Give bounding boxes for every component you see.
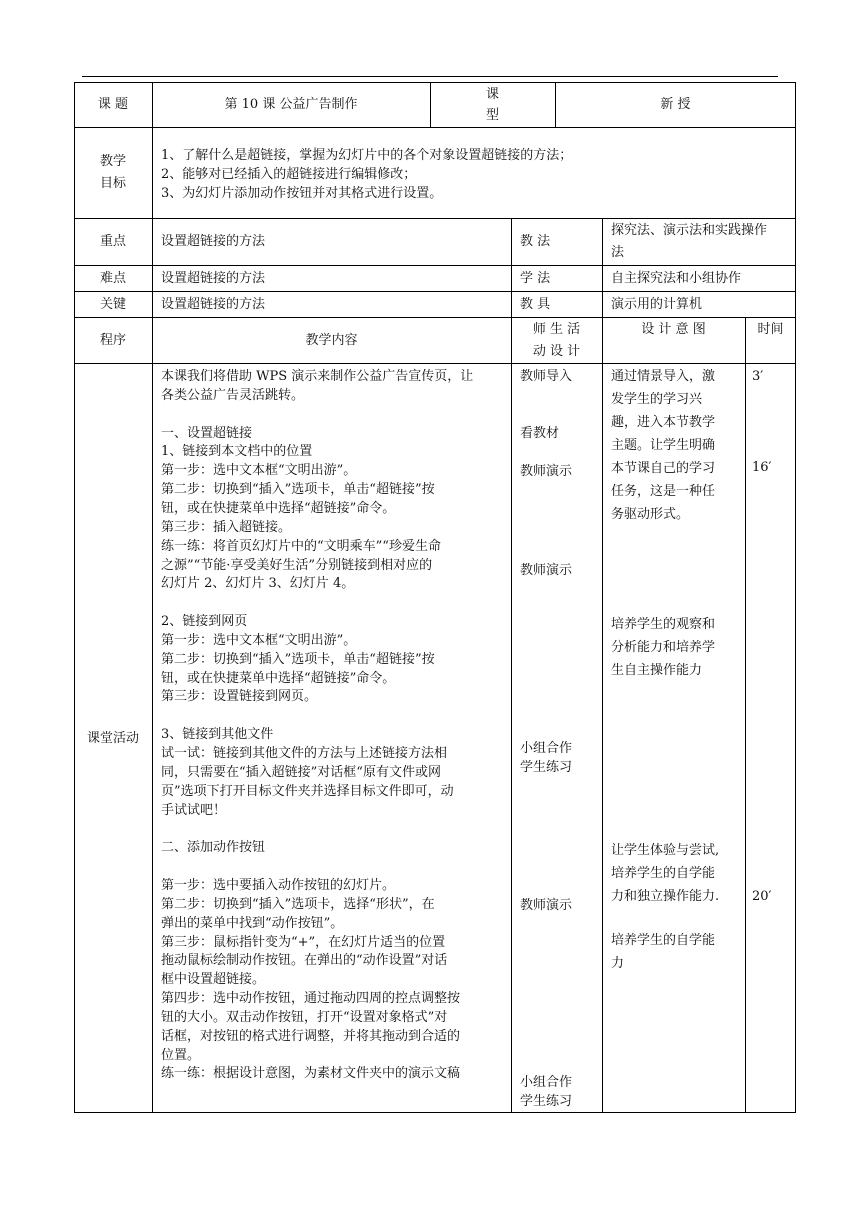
info-value: 演示用的计算机 <box>611 297 703 312</box>
intent-line: 分析能力和培养学 <box>611 640 716 655</box>
time-value: 20′ <box>752 889 772 904</box>
content-line: 第一步：选中要插入动作按钮的幻灯片。 <box>161 877 396 893</box>
content-line: 二、添加动作按钮 <box>161 840 266 856</box>
col-divider <box>152 82 153 1113</box>
activity-item: 学生练习 <box>520 1094 573 1109</box>
row-divider <box>74 265 796 266</box>
content-line: 幻灯片 2、幻灯片 3、幻灯片 4。 <box>161 576 355 592</box>
info-content: 设置超链接的方法 <box>161 271 266 286</box>
activity-item: 教师演示 <box>520 563 573 578</box>
header-rule <box>82 76 778 77</box>
intent-line: 务驱动形式。 <box>611 507 690 522</box>
intent-line: 任务，这是一种任 <box>611 484 716 499</box>
content-line: 第三步：设置链接到网页。 <box>161 689 318 705</box>
activity-item: 教师演示 <box>520 464 573 479</box>
type-value: 新 授 <box>660 97 691 112</box>
content-line: 拖动鼠标绘制动作按钮。在弹出的“动作设置”对话 <box>161 953 448 969</box>
objective-line: 3、为幻灯片添加动作按钮并对其格式进行设置。 <box>161 186 443 201</box>
info-content: 设置超链接的方法 <box>161 297 266 312</box>
content-line: 同，只需要在“插入超链接”对话框“原有文件或网 <box>161 764 441 780</box>
activity-item: 小组合作 <box>520 741 573 756</box>
subject-value: 第 10 课 公益广告制作 <box>224 97 358 112</box>
intent-line: 力和独立操作能力. <box>611 889 720 904</box>
col-divider <box>602 218 603 1113</box>
classroom-label: 课堂活动 <box>86 731 139 746</box>
activity-item: 看教材 <box>520 426 560 441</box>
col-header-content: 教学内容 <box>305 333 358 348</box>
content-line: 框中设置超链接。 <box>161 972 266 988</box>
objective-line: 2、能够对已经插入的超链接进行编辑修改； <box>161 167 417 182</box>
content-line: 2、链接到网页 <box>161 614 248 630</box>
info-key: 教 法 <box>520 234 551 249</box>
content-line: 各类公益广告灵活跳转。 <box>161 387 305 403</box>
content-line: 本课我们将借助 WPS 演示来制作公益广告宣传页，让 <box>161 369 474 384</box>
info-value: 法 <box>611 245 625 260</box>
content-line: 第三步：鼠标指针变为“+”，在幻灯片适当的位置 <box>161 934 446 950</box>
content-line: 话框，对按钮的格式进行调整，并将其拖动到合适的 <box>161 1028 461 1044</box>
intent-line: 本节课自己的学习 <box>611 461 716 476</box>
content-line: 试一试：链接到其他文件的方法与上述链接方法相 <box>161 746 448 761</box>
col-divider <box>745 317 746 1113</box>
content-line: 页”选项下打开目标文件夹并选择目标文件即可，动 <box>161 783 454 799</box>
info-label: 重点 <box>99 234 126 249</box>
activity-item: 小组合作 <box>520 1075 573 1090</box>
row-divider <box>74 218 796 219</box>
col-header-activity-line2: 动 设 计 <box>532 344 581 359</box>
info-label: 难点 <box>99 271 126 286</box>
row-divider <box>74 291 796 292</box>
time-value: 3′ <box>752 369 764 384</box>
intent-line: 培养学生的自学能 <box>611 933 716 948</box>
intent-line: 让学生体验与尝试, <box>611 843 720 858</box>
intent-line: 培养学生的观察和 <box>611 617 716 632</box>
content-line: 之源”“节能·享受美好生活”分别链接到相对应的 <box>161 557 433 573</box>
activity-item: 教师导入 <box>520 369 573 384</box>
intent-line: 力 <box>611 956 625 971</box>
subject-label: 课 题 <box>97 97 129 112</box>
content-line: 第二步：切换到“插入”选项卡，单击“超链接”按 <box>161 651 435 667</box>
intent-line: 生自主操作能力 <box>611 663 703 678</box>
content-line: 第一步：选中文本框“文明出游”。 <box>161 463 357 479</box>
intent-line: 培养学生的自学能 <box>611 866 716 881</box>
col-header-intent: 设 计 意 图 <box>641 322 706 337</box>
intent-line: 趣，进入本节教学 <box>611 415 716 430</box>
time-value: 16′ <box>752 460 772 475</box>
info-content: 设置超链接的方法 <box>161 234 266 249</box>
objectives-label-line1: 教学 <box>99 154 126 169</box>
content-line: 练一练：根据设计意图，为素材文件夹中的演示文稿 <box>161 1066 461 1082</box>
col-header-activity-line1: 师 生 活 <box>532 322 581 337</box>
content-line: 钮的大小。双击动作按钮，打开“设置对象格式”对 <box>161 1009 448 1025</box>
info-label: 关键 <box>99 297 126 312</box>
activity-item: 教师演示 <box>520 898 573 913</box>
info-value: 探究法、演示法和实践操作 <box>611 223 768 238</box>
content-line: 位置。 <box>161 1047 201 1063</box>
content-line: 第一步：选中文本框“文明出游”。 <box>161 632 357 648</box>
content-line: 1、链接到本文档中的位置 <box>161 444 313 460</box>
intent-line: 主题。让学生明确 <box>611 438 716 453</box>
content-line: 钮，或在快捷菜单中选择“超链接”命令。 <box>161 670 396 686</box>
row-divider <box>74 363 796 364</box>
info-key: 教 具 <box>520 297 551 312</box>
info-key: 学 法 <box>520 271 551 286</box>
row-divider <box>74 317 796 318</box>
col-header-procedure: 程序 <box>99 333 126 348</box>
content-line: 练一练：将首页幻灯片中的“文明乘车”“珍爱生命 <box>161 538 441 554</box>
content-line: 弹出的菜单中找到“动作按钮”。 <box>161 915 344 931</box>
col-header-time: 时间 <box>757 322 784 337</box>
content-line: 钮，或在快捷菜单中选择“超链接”命令。 <box>161 500 396 516</box>
intent-line: 通过情景导入，激 <box>611 369 716 384</box>
objective-line: 1、了解什么是超链接，掌握为幻灯片中的各个对象设置超链接的方法； <box>161 148 573 163</box>
content-line: 第四步：选中动作按钮，通过拖动四周的控点调整按 <box>161 991 461 1007</box>
content-line: 第二步：切换到“插入”选项卡，单击“超链接”按 <box>161 482 435 498</box>
intent-line: 发学生的学习兴 <box>611 392 703 407</box>
content-line: 一、设置超链接 <box>161 425 253 441</box>
row-divider <box>74 127 796 128</box>
content-line: 第二步：切换到“插入”选项卡，选择“形状”，在 <box>161 896 435 912</box>
type-label-line2: 型 <box>485 108 499 123</box>
info-value: 自主探究法和小组协作 <box>611 271 742 286</box>
type-label-line1: 课 <box>485 87 499 102</box>
objectives-label-line2: 目标 <box>99 176 126 191</box>
content-line: 3、链接到其他文件 <box>161 727 274 743</box>
content-line: 手试试吧！ <box>161 802 227 818</box>
activity-item: 学生练习 <box>520 760 573 775</box>
content-line: 第三步：插入超链接。 <box>161 519 292 535</box>
